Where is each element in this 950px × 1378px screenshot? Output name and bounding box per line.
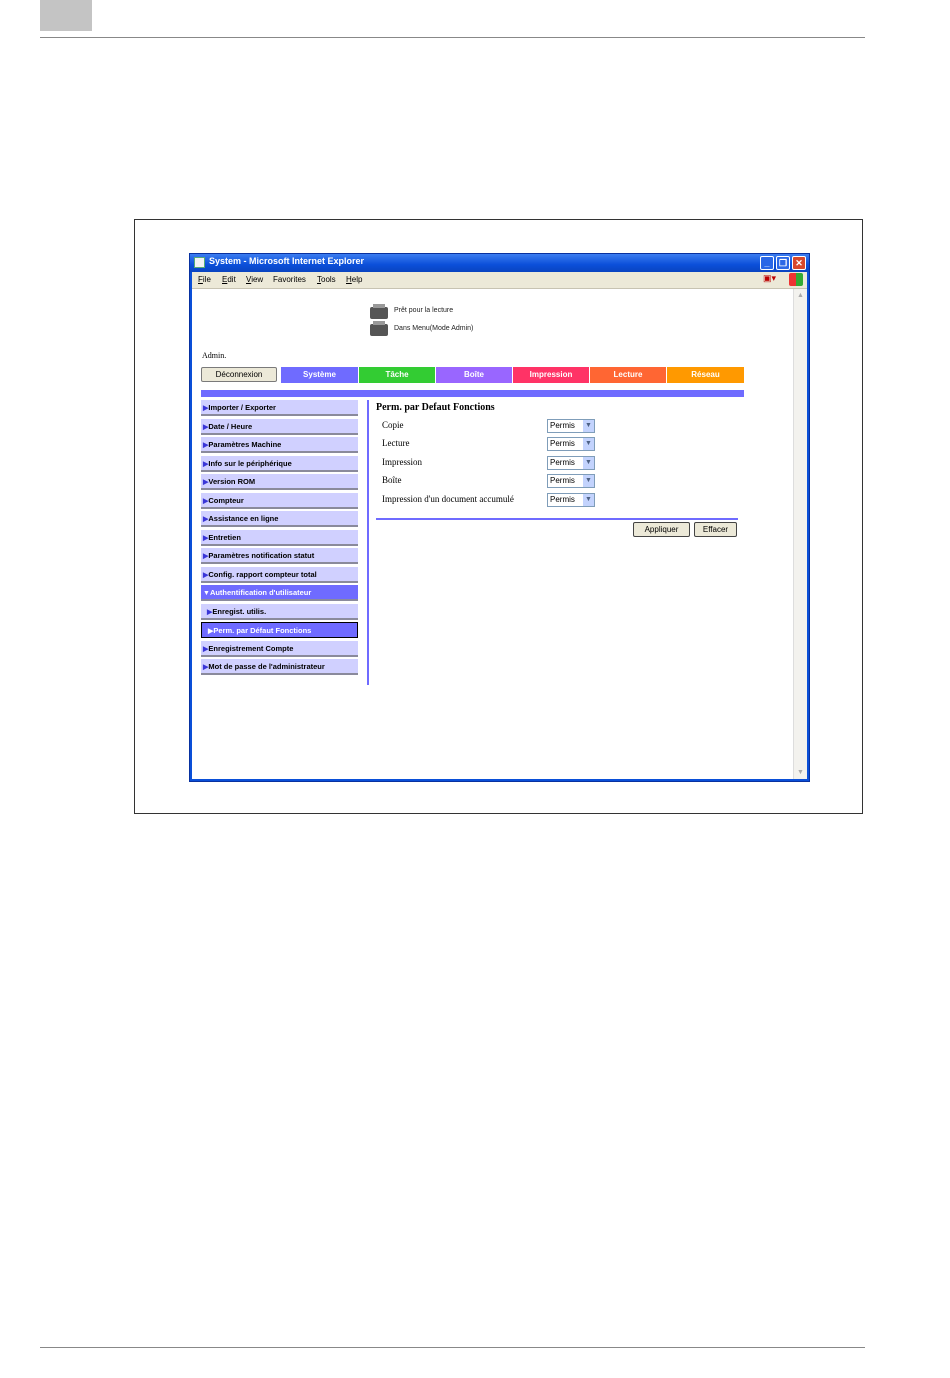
menu-edit[interactable]: Edit [222, 275, 236, 284]
arrow-right-icon: ▶ [203, 498, 209, 505]
menu-favorites[interactable]: Favorites [273, 275, 306, 284]
minimize-button[interactable]: _ [760, 256, 774, 270]
tab-tache[interactable]: Tâche [359, 367, 436, 383]
perm-select-copie[interactable]: Permis ▼ [547, 419, 595, 433]
sidebar-item-entretien[interactable]: ▶Entretien [201, 530, 358, 546]
arrow-right-icon: ▶ [208, 628, 214, 635]
arrow-right-icon: ▶ [203, 572, 209, 579]
arrow-right-icon: ▶ [203, 664, 209, 671]
chevron-down-icon: ▼ [583, 475, 594, 487]
form-divider [376, 518, 738, 520]
arrow-right-icon: ▶ [203, 553, 209, 560]
arrow-right-icon: ▶ [203, 461, 209, 468]
sidebar-item-rapport-compteur[interactable]: ▶Config. rapport compteur total [201, 567, 358, 583]
perm-label-lecture: Lecture [382, 438, 410, 448]
browser-window [189, 253, 810, 782]
arrow-right-icon: ▶ [203, 442, 209, 449]
sidebar-item-date-heure[interactable]: ▶Date / Heure [201, 419, 358, 435]
tab-impression[interactable]: Impression [513, 367, 590, 383]
arrow-right-icon: ▶ [203, 516, 209, 523]
logout-button[interactable]: Déconnexion [201, 367, 277, 382]
sidebar-item-info-peripherique[interactable]: ▶Info sur le périphérique [201, 456, 358, 472]
status-admin-mode: Dans Menu(Mode Admin) [394, 325, 474, 332]
arrow-down-icon: ▼ [203, 590, 210, 597]
toolbar-dropdown-icon[interactable]: ▣▾ [763, 273, 777, 283]
perm-select-lecture[interactable]: Permis ▼ [547, 437, 595, 451]
title-bar [190, 254, 809, 272]
printer-admin-icon [370, 324, 388, 336]
page-content [192, 289, 793, 779]
window-title: System - Microsoft Internet Explorer [209, 256, 365, 266]
chevron-down-icon: ▼ [583, 494, 594, 506]
perm-select-document-accumule[interactable]: Permis ▼ [547, 493, 595, 507]
arrow-right-icon: ▶ [203, 405, 209, 412]
apply-button[interactable]: Appliquer [633, 522, 690, 537]
sidebar-item-assistance[interactable]: ▶Assistance en ligne [201, 511, 358, 527]
admin-label: Admin. [202, 351, 227, 360]
sidebar-item-version-rom[interactable]: ▶Version ROM [201, 474, 358, 490]
top-rule [40, 37, 865, 38]
bottom-rule [40, 1347, 865, 1348]
windows-logo-icon [789, 273, 803, 286]
menu-view[interactable]: View [246, 275, 264, 284]
menu-help[interactable]: Help [346, 275, 363, 284]
vertical-scrollbar[interactable] [793, 289, 807, 779]
sidebar-item-compteur[interactable]: ▶Compteur [201, 493, 358, 509]
clear-button[interactable]: Effacer [694, 522, 737, 537]
sidebar-item-parametres-machine[interactable]: ▶Paramètres Machine [201, 437, 358, 453]
sidebar-item-enregistrement-compte[interactable]: ▶Enregistrement Compte [201, 641, 358, 657]
perm-label-document-accumule: Impression d'un document accumulé [382, 494, 514, 504]
chevron-down-icon: ▼ [583, 438, 594, 450]
arrow-right-icon: ▶ [203, 424, 209, 431]
menu-file[interactable]: File [198, 275, 211, 284]
perm-label-copie: Copie [382, 420, 404, 430]
sidebar-item-mot-de-passe[interactable]: ▶Mot de passe de l'administrateur [201, 659, 358, 675]
printer-ready-icon [370, 307, 388, 319]
header-divider [201, 390, 744, 397]
scroll-down-icon[interactable]: ▼ [797, 769, 804, 776]
scroll-up-icon[interactable]: ▲ [797, 292, 804, 299]
perm-select-boite[interactable]: Permis ▼ [547, 474, 595, 488]
page-tab-marker [40, 0, 92, 31]
arrow-right-icon: ▶ [203, 479, 209, 486]
perm-label-boite: Boîte [382, 475, 402, 485]
arrow-right-icon: ▶ [207, 609, 213, 616]
status-ready: Prêt pour la lecture [394, 307, 454, 314]
menu-bar [192, 272, 807, 289]
tab-systeme[interactable]: Système [281, 367, 359, 383]
chevron-down-icon: ▼ [583, 420, 594, 432]
perm-select-impression[interactable]: Permis ▼ [547, 456, 595, 470]
menu-tools[interactable]: Tools [317, 275, 336, 284]
sidebar-item-import-export[interactable]: ▶Importer / Exporter [201, 400, 358, 416]
maximize-button[interactable]: ❐ [776, 256, 790, 270]
tab-boite[interactable]: Boîte [436, 367, 513, 383]
page-title: Perm. par Defaut Fonctions [376, 402, 495, 413]
arrow-right-icon: ▶ [203, 535, 209, 542]
ie-app-icon [194, 257, 205, 268]
arrow-right-icon: ▶ [203, 646, 209, 653]
sidebar-item-notification-statut[interactable]: ▶Paramètres notification statut [201, 548, 358, 564]
sidebar-item-authentification[interactable]: ▼Authentification d'utilisateur [201, 585, 358, 601]
perm-label-impression: Impression [382, 457, 422, 467]
sidebar-item-enregist-utilis[interactable]: ▶Enregist. utilis. [201, 604, 358, 620]
tab-reseau[interactable]: Réseau [667, 367, 744, 383]
tab-lecture[interactable]: Lecture [590, 367, 667, 383]
close-button[interactable]: ✕ [792, 256, 806, 270]
sidebar-item-perm-defaut[interactable]: ▶Perm. par Défaut Fonctions [201, 622, 358, 638]
chevron-down-icon: ▼ [583, 457, 594, 469]
sidebar-divider [367, 400, 369, 685]
